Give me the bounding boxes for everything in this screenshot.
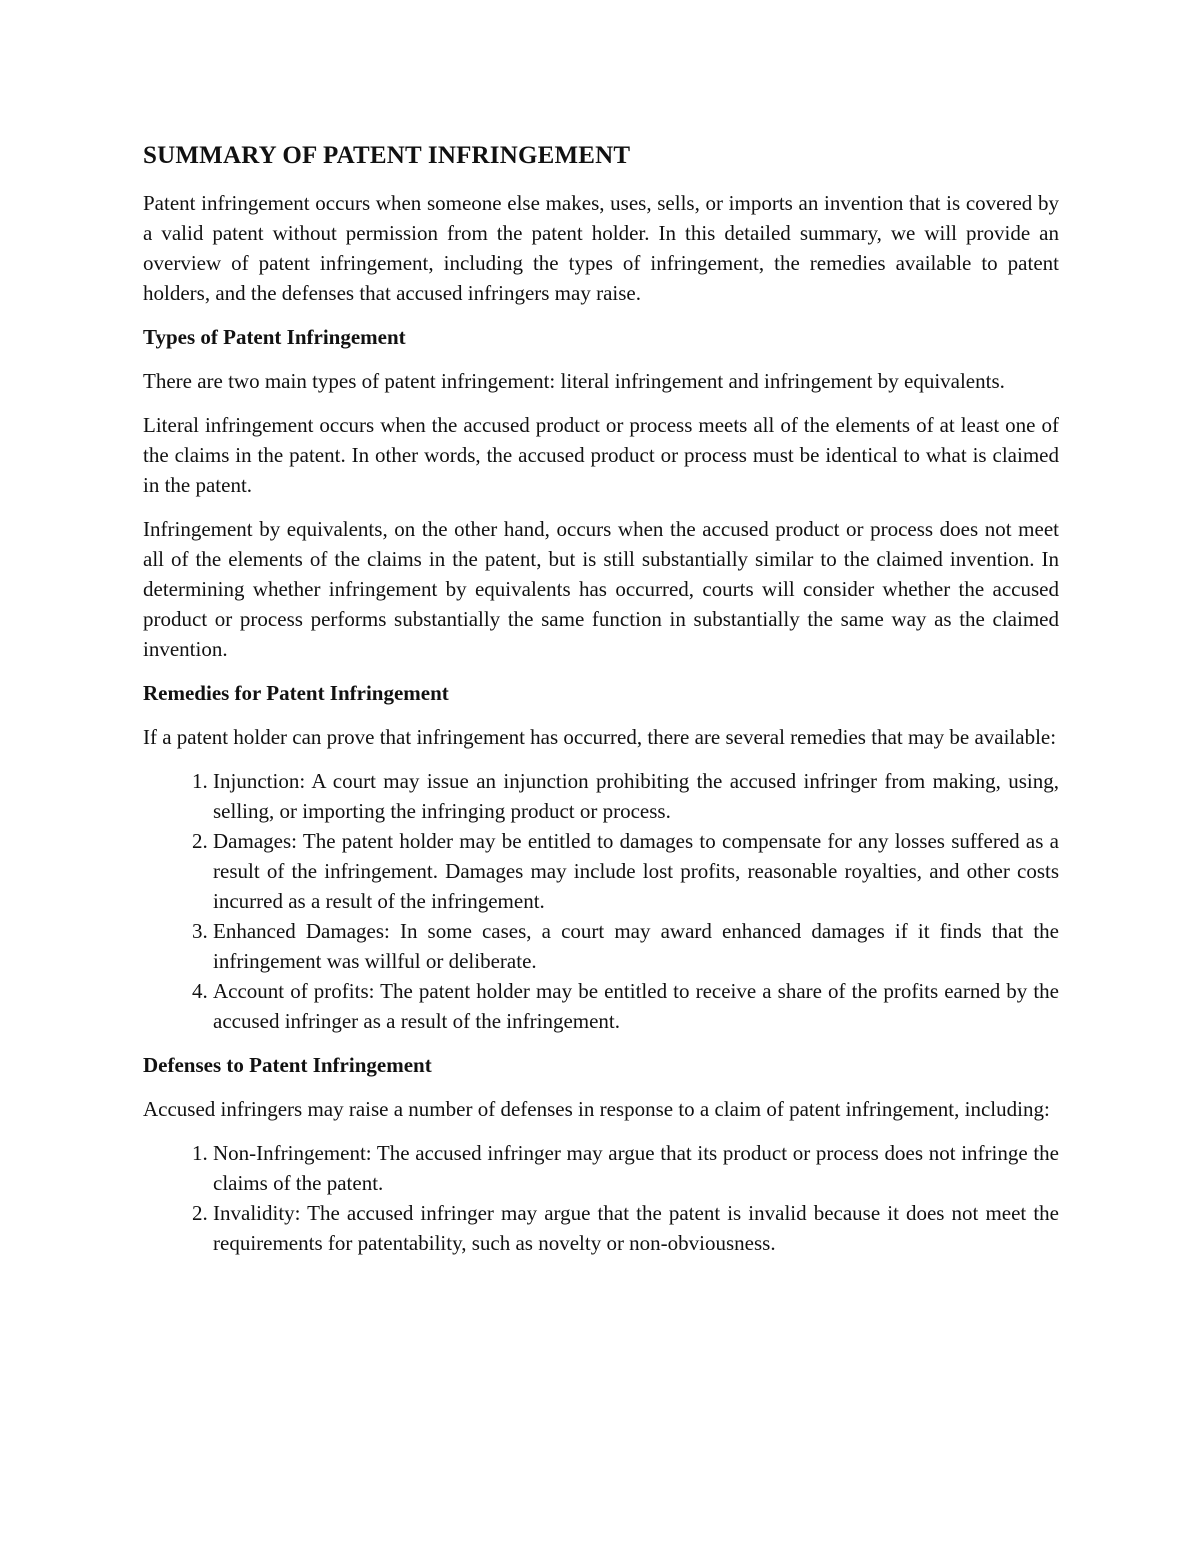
types-paragraph-3: Infringement by equivalents, on the other hand, occurs when the accused product or process does not meet all of the elements of the claims in the patent, but is still substantially similar to the claimed invention. In determining whether infringement by equivalents has occurred, courts will consider whether the accused product or process performs substantially the same function in substantially the same way as the claimed invention.: [143, 517, 1059, 661]
types-heading: Types of Patent Infringement: [143, 325, 406, 349]
remedies-list: [143, 766, 1059, 1036]
types-paragraph-1: There are two main types of patent infringement: literal infringement and infringement by equivalents.: [143, 369, 1005, 393]
list-item: 2. Damages: The patent holder may be entitled to damages to compensate for any losses suffered as a result of the infringement. Damages may include lost profits, reasonable royalties, and other costs incurred as a result of the infringement.: [213, 826, 1059, 916]
list-item: 1. Injunction: A court may issue an injunction prohibiting the accused infringer from making, using, selling, or importing the infringing product or process.: [213, 766, 1059, 826]
intro-paragraph: Patent infringement occurs when someone else makes, uses, sells, or imports an invention that is covered by a valid patent without permission from the patent holder. In this detailed summary, we will provide an overview of patent infringement, including the types of infringement, the remedies available to patent holders, and the defenses that accused infringers may raise.: [143, 191, 1059, 305]
types-paragraph-2: Literal infringement occurs when the accused product or process meets all of the elements of at least one of the claims in the patent. In other words, the accused product or process must be identical to what is claimed in the patent.: [143, 413, 1059, 497]
document-title: SUMMARY OF PATENT INFRINGEMENT: [143, 142, 631, 169]
list-item: 2. Invalidity: The accused infringer may argue that the patent is invalid because it does not meet the requirements for patentability, such as novelty or non-obviousness.: [213, 1198, 1059, 1258]
document-page: [143, 140, 1059, 1272]
defenses-list: [143, 1138, 1059, 1258]
defenses-heading: Defenses to Patent Infringement: [143, 1053, 432, 1077]
list-item: 4. Account of profits: The patent holder may be entitled to receive a share of the profits earned by the accused infringer as a result of the infringement.: [213, 976, 1059, 1036]
defenses-intro: Accused infringers may raise a number of defenses in response to a claim of patent infringement, including:: [143, 1097, 1050, 1121]
remedies-heading: Remedies for Patent Infringement: [143, 681, 449, 705]
list-item: 1. Non-Infringement: The accused infringer may argue that its product or process does not infringe the claims of the patent.: [213, 1138, 1059, 1198]
list-item: 3. Enhanced Damages: In some cases, a court may award enhanced damages if it finds that the infringement was willful or deliberate.: [213, 916, 1059, 976]
remedies-intro: If a patent holder can prove that infringement has occurred, there are several remedies that may be available:: [143, 725, 1057, 749]
